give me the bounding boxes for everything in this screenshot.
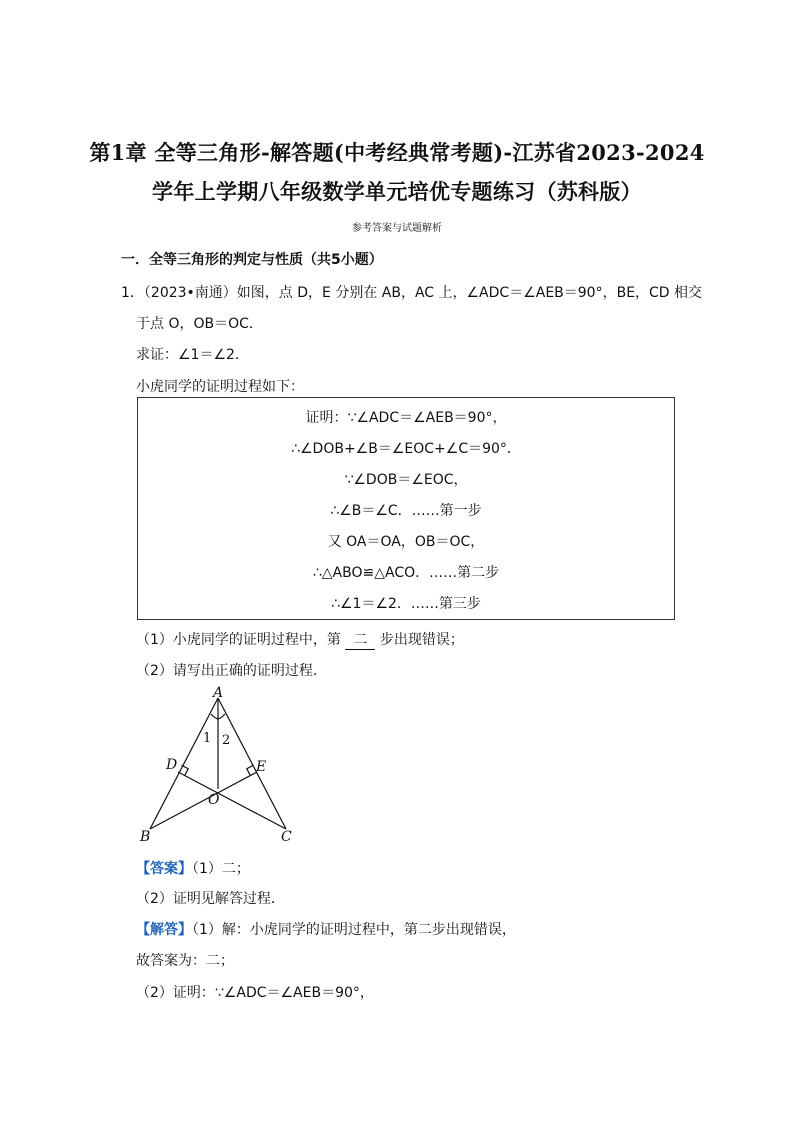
solution-part1: （1）解：小虎同学的证明过程中，第二步出现错误， [192,922,516,938]
proof-line: ∴∠1＝∠2．……第三步 [331,596,481,612]
label-c: C [281,829,292,845]
segment-ab [150,698,218,829]
answer-line1 [136,858,250,878]
subquestion-1 [136,629,464,650]
answer-line2: （2）证明见解答过程． [136,891,285,907]
question-line1: 1．（2023•南通）如图，点 D，E 分别在 AB，AC 上，∠ADC＝∠AEB＝90°，BE，CD 相交 [121,285,703,301]
proof-line: 又 OA＝OA，OB＝OC， [327,534,485,550]
label-o: O [208,792,220,808]
label-angle-1: 1 [203,731,212,746]
proof-line: ∴∠DOB+∠B＝∠EOC+∠C＝90°． [291,441,521,457]
subquestion-1-suffix: 步出现错误； [379,632,464,648]
answer-tag: 【答案】 [136,861,192,877]
proof-box [137,397,675,620]
subquestion-2: （2）请写出正确的证明过程． [136,663,327,679]
proof-line: 证明：∵∠ADC＝∠AEB＝90°， [305,410,507,426]
page-title-line1: 第1章 全等三角形-解答题(中考经典常考题)-江苏省2023-2024 [89,140,705,165]
segment-be [150,772,257,829]
segment-ac [218,698,286,829]
proof-line: ∵∠DOB＝∠EOC， [344,472,468,488]
angle-arc-2 [218,714,225,719]
question-intro: 小虎同学的证明过程如下： [136,379,304,395]
triangle-figure [130,684,300,846]
solution-tag: 【解答】 [136,922,192,938]
proof-line: ∴∠B＝∠C．……第一步 [330,503,482,519]
page-title-line2: 学年上学期八年级数学单元培优专题练习（苏科版） [152,179,642,204]
solution-line3: （2）证明：∵∠ADC＝∠AEB＝90°， [136,985,374,1001]
solution-line2: 故答案为：二； [136,953,234,969]
label-b: B [140,829,151,845]
subquestion-1-prefix: （1）小虎同学的证明过程中，第 [136,632,341,648]
label-e: E [256,759,267,775]
question-prove: 求证：∠1＝∠2． [136,347,249,363]
label-d: D [166,757,178,773]
label-a: A [213,685,224,701]
question-line2: 于点 O，OB＝OC． [136,316,263,332]
answer-part1: （1）二； [192,861,250,877]
section-heading: 一．全等三角形的判定与性质（共5小题） [121,252,383,268]
label-angle-2: 2 [222,733,231,748]
solution-line1 [136,919,516,939]
angle-arc-1 [211,714,218,719]
segment-cd [178,772,286,829]
answer-blank: 二 [345,629,375,650]
page-subtitle: 参考答案与试题解析 [352,223,442,234]
proof-line: ∴△ABO≌△ACO．……第二步 [312,565,500,581]
